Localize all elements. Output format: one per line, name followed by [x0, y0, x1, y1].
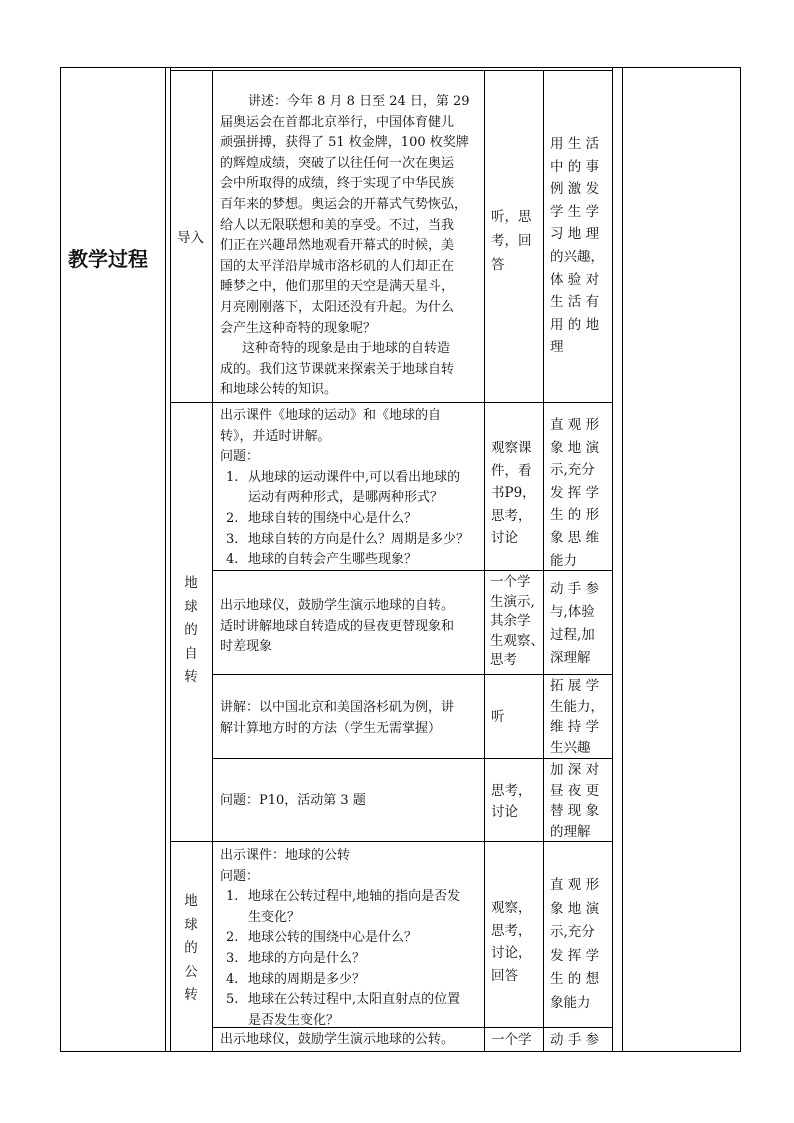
list-item: 3. 地球自转的方向是什么？周期是多少？ — [226, 531, 470, 547]
rotation-local-time-student: 听 — [491, 709, 505, 725]
rotation-globe-demo-content: 出示地球仪，鼓励学生演示地球的自转。 适时讲解地球自转造成的昼夜更替现象和 时差现象 — [220, 598, 455, 655]
list-item: 3. 地球的方向是什么？ — [226, 950, 366, 966]
rotation-courseware-student: 观察课 件，看 书P9， 思考， 讨论 — [491, 440, 536, 546]
intro-purpose: 用 生 活 中 的 事 例 激 发 学 生 学 习 地 理 的兴趣， 体 验 对 生 活 有 用 的 地 理 — [550, 136, 604, 356]
rotation-courseware-content: 出示课件《地球的运动》和《地球的自 转》，并适时讲解。 问题： 1. 从地球的运动课件中,可以看出地球的 运动有两种形式，是哪两种形式？ 2. 地球自转的围绕中心是什么？ 3. 地球自转的方向是什么？周期是多少？ 4. 地球的自转会产生哪些现象？ — [220, 406, 482, 571]
rotation-globe-demo-student: 一个学 生演示, 其余学 生观察、 思考 — [490, 574, 544, 669]
segment-label-intro: 导入 — [177, 230, 204, 246]
intro-student-activity: 听，思 考，回 答 — [491, 209, 532, 273]
list-item: 2. 地球公转的围绕中心是什么？ — [226, 930, 418, 946]
rotation-globe-demo-purpose: 动 手 参 与,体验 过程,加 深理解 — [550, 581, 600, 666]
rotation-question-list — [220, 468, 482, 571]
revolution-globe-demo-purpose: 动 手 参 — [550, 1032, 600, 1048]
revolution-purpose: 直 观 形 象 地 演 示,充分 发 挥 学 生 的 想 象能力 — [550, 877, 600, 1011]
list-item: 1. 从地球的运动课件中,可以看出地球的 运动有两种形式，是哪两种形式？ — [226, 469, 461, 506]
revolution-globe-demo-student: 一个学 — [491, 1032, 532, 1048]
revolution-globe-demo-content: 出示地球仪，鼓励学生演示地球的公转。 — [220, 1032, 455, 1047]
rotation-courseware-purpose: 直 观 形 象 地 演 示,充分 发 挥 学 生 的 形 象 思 维 能力 — [550, 417, 600, 569]
list-item: 4. 地球的周期是多少？ — [226, 971, 366, 987]
rotation-activity-student: 思考， 讨论 — [491, 783, 532, 820]
segment-label-rotation: 地 球 的 自 转 — [184, 575, 198, 685]
revolution-student: 观察， 思考， 讨论， 回答 — [491, 900, 532, 984]
list-item: 2. 地球自转的围绕中心是什么？ — [226, 510, 418, 526]
rotation-activity-purpose: 加 深 对 昼 夜 更 替 现 象 的理解 — [550, 762, 600, 840]
list-item: 4. 地球的自转会产生哪些现象？ — [226, 552, 418, 568]
list-item: 5. 地球在公转过程中,太阳直射点的位置 是否发生变化？ — [226, 992, 461, 1028]
intro-content: 讲述：今年 8 月 8 日至 24 日，第 29 届奥运会在首都北京举行，中国体育健儿 顽强拼搏，获得了 51 枚金牌，100 枚奖牌 的辉煌成绩，突破了以往任何一次在奥运 会中所取得的成绩，终于实现了中华民族 百年来的梦想。奥运会的开幕式气势恢弘， 给人以无限联想和美的享受。不过，当我 们正在兴趣昂然地观看开幕式的时候，美 国的太平洋沿岸城市洛杉矶的人们却正在 睡梦之中，他们那里的天空是满天星斗， 月亮刚刚落下，太阳还没有升起。为什么 会产生这种奇特的现象呢？ 这种奇特的现象是由于地球的自转造 成的。我们这节课就来探索关于地球自转 和地球公转的知识。 — [220, 94, 470, 398]
revolution-content: 出示课件：地球的公转 问题： 1. 地球在公转过程中,地轴的指向是否发 生变化？ 2. 地球公转的围绕中心是什么？ 3. 地球的方向是什么？ 4. 地球的周期是多少？ 5. 地球在公转过程中,太阳直射点的位置 是否发生变化？ — [220, 846, 482, 1031]
revolution-question-list — [220, 887, 482, 1031]
segment-label-revolution: 地 球 的 公 转 — [184, 893, 198, 1003]
rotation-local-time-purpose: 拓 展 学 生能力， 维 持 学 生兴趣 — [550, 678, 604, 756]
rotation-local-time-content: 讲解：以中国北京和美国洛杉矶为例，讲 解计算地方时的方法（学生无需掌握） — [220, 700, 455, 736]
section-heading: 教学过程 — [68, 247, 148, 271]
list-item: 1. 地球在公转过程中,地轴的指向是否发 生变化？ — [226, 889, 461, 925]
rotation-activity-content: 问题：P10，活动第 3 题 — [220, 793, 366, 808]
